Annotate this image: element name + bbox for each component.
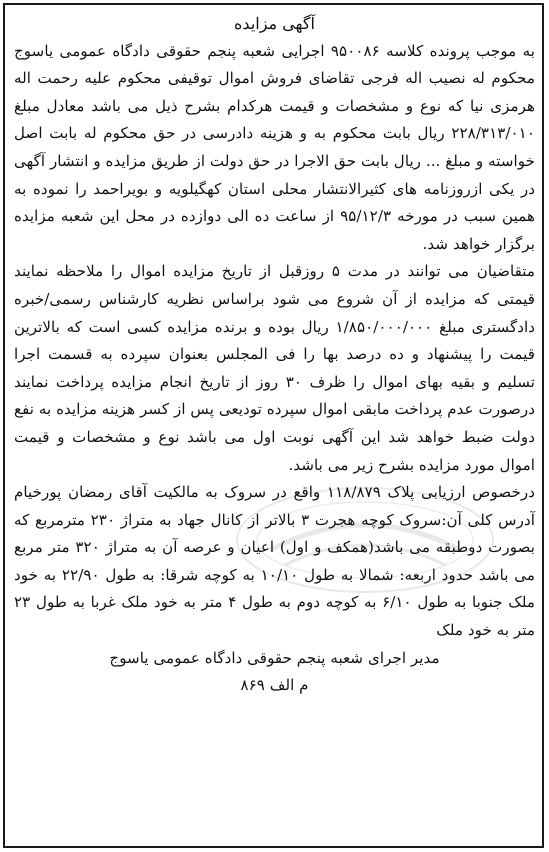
notice-title: آگهی مزایده bbox=[234, 14, 315, 33]
notice-paragraph-property-details: درخصوص ارزیابی پلاک ۱۱۸/۸۷۹ واقع در سروک به مالکیت آقای رمضان پورخیام آدرس کلی آن:سروک کوچه هجرت ۳ بالاتر از کانال جهاد به متراژ ۲۳۰ مترمربع که بصورت دوطبقه می باشد(همکف و اول) اعیان و عرصه آن به متراژ ۳۲۰ متر مربع می باشد حدود اربعه: شمالا به طول ۱۰/۱۰ به کوچه شرقا: به طول ۲۲/۹۰ به خود ملک جنوبا به طول ۶/۱۰ به کوچه دوم به طول ۴ متر به خود ملک غربا به طول ۲۳ متر به خود ملک bbox=[14, 483, 536, 640]
notice-body bbox=[14, 10, 535, 700]
notice-paragraph-auction-terms: به موجب پرونده کلاسه ۹۵۰۰۸۶ اجرایی شعبه پنجم حقوقی دادگاه عمومی یاسوج محکوم له نصیب اله فرجی تقاضای فروش اموال توقیفی محکوم علیه رحمت اله هرمزی نیا که نوع و مشخصات و قیمت هرکدام بشرح ذیل می باشد معادل مبلغ ۲۲۸/۳۱۳/۰۱۰ ریال بابت محکوم به و هزینه دادرسی در حق محکوم له بابت اصل خواسته و مبلغ ... ریال بابت حق الاجرا در حق دولت از طریق مزایده و انتشار آگهی در یکی ازروزنامه های کثیرالانتشار محلی استان کهگیلویه و بویراحمد را نموده به همین سبب در مورخه ۹۵/۱۲/۳ از ساعت ده الی دوازده در محل این شعبه مزایده برگزار خواهد شد. bbox=[14, 41, 535, 253]
notice-paragraph-bidding-conditions: متقاضیان می توانند در مدت ۵ روزقبل از تاریخ مزایده اموال را ملاحظه نمایند قیمتی که مزایده از آن شروع می شود براساس نظریه کارشناس رسمی/خبره دادگستری مبلغ ۱/۸۵۰/۰۰۰/۰۰۰ ریال بوده و برنده مزایده کسی است که بالاترین قیمت را پیشنهاد و ده درصد بها را فی المجلس بعنوان سپرده به قسمت اجرا تسلیم و بقیه بهای اموال را ظرف ۳۰ روز از تاریخ انجام مزایده پرداخت نمایند درصورت عدم پرداخت مابقی اموال سپرده تودیعی پس از کسر هزینه مزایده به نفع دولت ضبط خواهد شد این آگهی نوبت اول می باشد نوع و مشخصات و قیمت اموال مورد مزایده بشرح زیر می باشد. bbox=[14, 262, 536, 474]
notice-signature: مدیر اجرای شعبه پنجم حقوقی دادگاه عمومی یاسوج bbox=[109, 648, 440, 667]
notice-reference-number: م الف ۸۶۹ bbox=[240, 676, 309, 695]
